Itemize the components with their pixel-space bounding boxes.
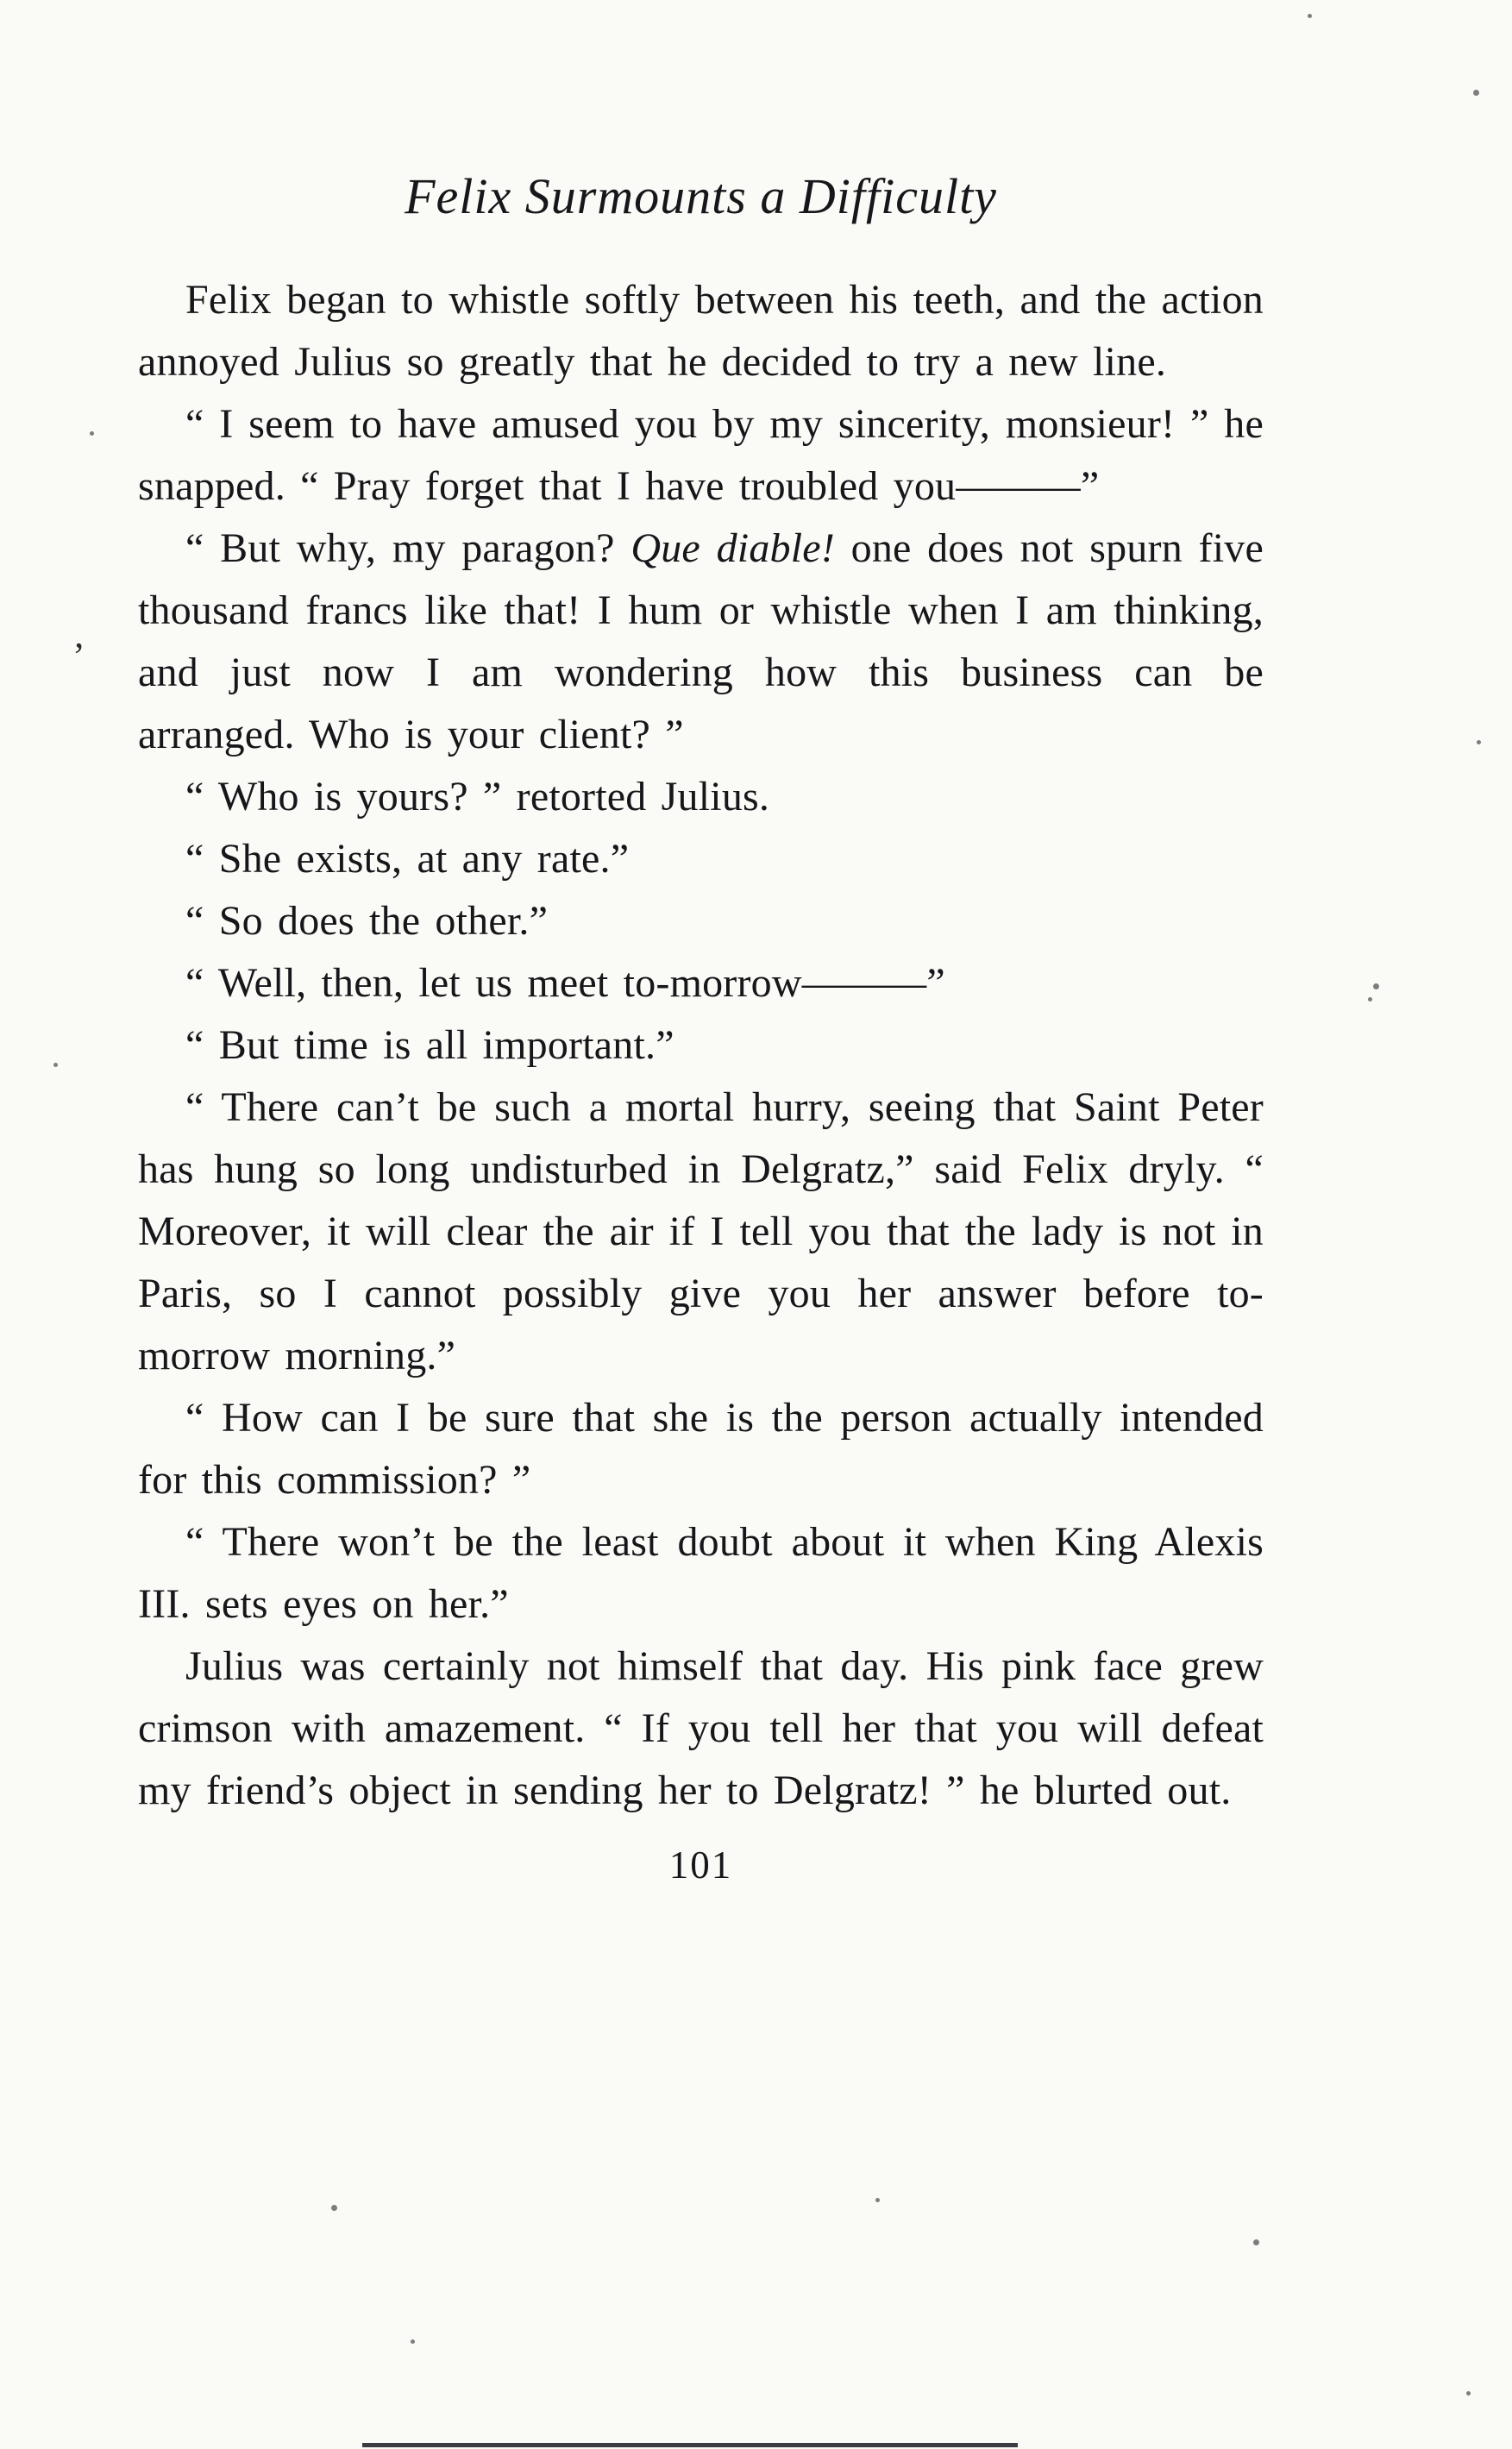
text-segment: “ How can I be sure that she is the person actually intended for this commission? ”: [138, 1395, 1264, 1503]
text-segment: “ She exists, at any rate.”: [185, 836, 630, 882]
chapter-running-head: Felix Surmounts a Difficulty: [405, 168, 997, 224]
scan-speck: [1253, 2239, 1259, 2245]
paragraph: [138, 952, 1264, 1014]
paragraph: [138, 1014, 1264, 1077]
page-number: 101: [668, 1843, 733, 1887]
text-segment: Felix began to whistle softly between his teeth, and the action annoyed Julius so greatly that he decided to try a new line.: [138, 277, 1264, 385]
paragraph: [138, 890, 1264, 952]
paragraph: [138, 518, 1264, 766]
scan-speck: [1473, 90, 1479, 96]
text-segment: “ Well, then, let us meet to-morrow———”: [185, 960, 945, 1006]
scan-speck: [411, 2339, 415, 2344]
text-segment: “ So does the other.”: [185, 898, 549, 944]
paragraph: [138, 393, 1264, 518]
scan-speck: [1308, 14, 1312, 18]
italic-phrase: Que diable!: [631, 525, 835, 571]
scan-speck: [1466, 2391, 1471, 2396]
scan-edge-line: [362, 2443, 1018, 2447]
scan-speck: [90, 431, 94, 436]
scan-mark-comma: ’: [72, 635, 85, 677]
text-segment: “ There won’t be the least doubt about it when King Alexis III. sets eyes on her.”: [138, 1519, 1264, 1627]
paragraph: [138, 766, 1264, 828]
scan-speck: [1368, 997, 1372, 1002]
text-segment: “ I seem to have amused you by my sincerity, monsieur! ” he snapped. “ Pray forget that I have troubled you———”: [138, 401, 1264, 509]
text-block: [138, 269, 1264, 1822]
scan-speck: [331, 2205, 337, 2211]
text-segment: Julius was certainly not himself that day. His pink face grew crimson with amazement. “ If you tell her that you will defeat my friend’s object in sending her to Delgratz! ” he blurted out.: [138, 1643, 1264, 1813]
scan-speck: [875, 2198, 880, 2202]
paragraph: [138, 1077, 1264, 1387]
text-column: [138, 166, 1264, 1896]
scan-speck: [1373, 983, 1379, 989]
scan-speck: [53, 1063, 58, 1067]
text-segment: “ Who is yours? ” retorted Julius.: [185, 774, 770, 819]
text-segment: “ There can’t be such a mortal hurry, seeing that Saint Peter has hung so long undisturbed in Delgratz,” said Felix dryly. “ Moreover, it will clear the air if I tell you that the lady is not in Paris, so I cannot possibly give you her answer before to-morrow morning.”: [138, 1084, 1264, 1378]
paragraph: [138, 1636, 1264, 1822]
paragraph: [138, 1511, 1264, 1636]
paragraph: [138, 269, 1264, 393]
text-segment: “ But time is all important.”: [185, 1022, 674, 1068]
scan-speck: [1477, 740, 1481, 744]
paragraph: [138, 1387, 1264, 1511]
text-segment: one does not spurn five thousand francs like that! I hum or whistle when I am thinking, and just now I am wondering how this business can be arranged. Who is your client? ”: [138, 525, 1264, 757]
paragraph: [138, 828, 1264, 890]
text-segment: “ But why, my paragon?: [185, 525, 631, 571]
